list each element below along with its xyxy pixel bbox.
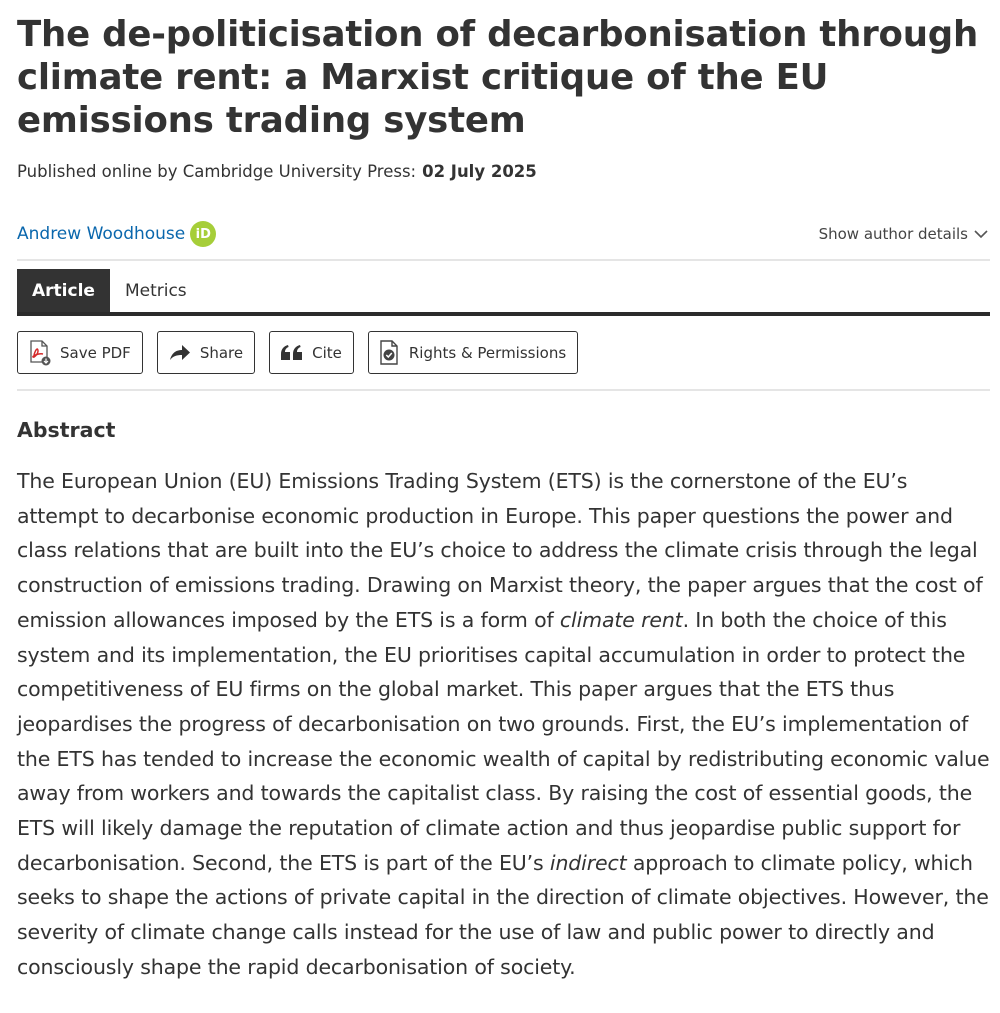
abstract-part-2: . In both the choice of this system and its implementation, the EU prioritises capital accumulation in order to protect the competitiveness of EU firms on the global market. This paper argues that the ETS thus jeopardises the progress of decarbonisation on two grounds. First, the EU’s implementation of the ETS has tended to increase the economic wealth of capital by redistributing economic value away from workers and towards the capitalist class. By raising the cost of essential goods, the ETS will likely damage the reputation of climate action and thus jeopardise public support for decarbonisation. Second, the ETS is part of the EU’s [17, 607, 990, 875]
save-pdf-label[interactable]: Save PDF [60, 343, 131, 362]
cite-button[interactable] [269, 331, 354, 374]
show-author-details-button[interactable] [819, 225, 990, 243]
published-label: Published online by Cambridge University Press: [17, 162, 417, 181]
article-title: The de-politicisation of decarbonisation through climate rent: a Marxist critique of the EU emissions trading system [17, 14, 979, 141]
share-button[interactable] [157, 331, 255, 374]
publication-line [17, 162, 990, 181]
author-name[interactable]: Andrew Woodhouse [17, 224, 186, 244]
published-date: 02 July 2025 [422, 162, 537, 181]
chevron-down-icon [974, 230, 988, 239]
divider [17, 259, 990, 261]
divider [17, 389, 990, 391]
rights-permissions-button[interactable] [368, 331, 578, 374]
document-check-icon [379, 340, 401, 366]
abstract-emphasis-indirect: indirect [549, 850, 627, 875]
rights-label[interactable]: Rights & Permissions [408, 343, 567, 362]
article-tabs [17, 269, 990, 312]
abstract-part-1: The European Union (EU) Emissions Trading System (ETS) is the cornerstone of the EU’s attempt to decarbonise economic production in Europe. This paper questions the power and class relations that are built into the EU’s choice to address the climate crisis through the legal construction of emissions trading. Drawing on Marxist theory, the paper argues that the cost of emission allowances imposed by the ETS is a form of [17, 469, 983, 632]
orcid-icon[interactable]: iD [190, 221, 216, 247]
article-page [0, 13, 1000, 985]
share-arrow-icon [168, 343, 192, 363]
author-row [17, 219, 990, 249]
save-pdf-button[interactable] [17, 331, 143, 374]
abstract-heading: Abstract [17, 418, 116, 442]
abstract-part-3: approach to climate policy, which seeks to shape the actions of private capital in the direction of climate objectives. However, the severity of climate change calls instead for the use of law and public power to directly and consciously shape the rapid decarbonisation of society. [17, 850, 989, 979]
abstract-emphasis-climate-rent: climate rent [559, 607, 683, 632]
article-toolbar [17, 331, 990, 374]
author-details-label[interactable]: Show author details [818, 225, 968, 243]
tab-underline [17, 312, 990, 316]
pdf-icon [28, 340, 52, 366]
abstract-text [17, 464, 990, 985]
tab-article[interactable]: Article [17, 269, 110, 312]
cite-label[interactable]: Cite [312, 343, 342, 362]
quote-icon [280, 344, 304, 362]
author-link[interactable] [17, 221, 216, 247]
share-label[interactable]: Share [199, 343, 244, 362]
tab-metrics[interactable]: Metrics [124, 280, 187, 301]
